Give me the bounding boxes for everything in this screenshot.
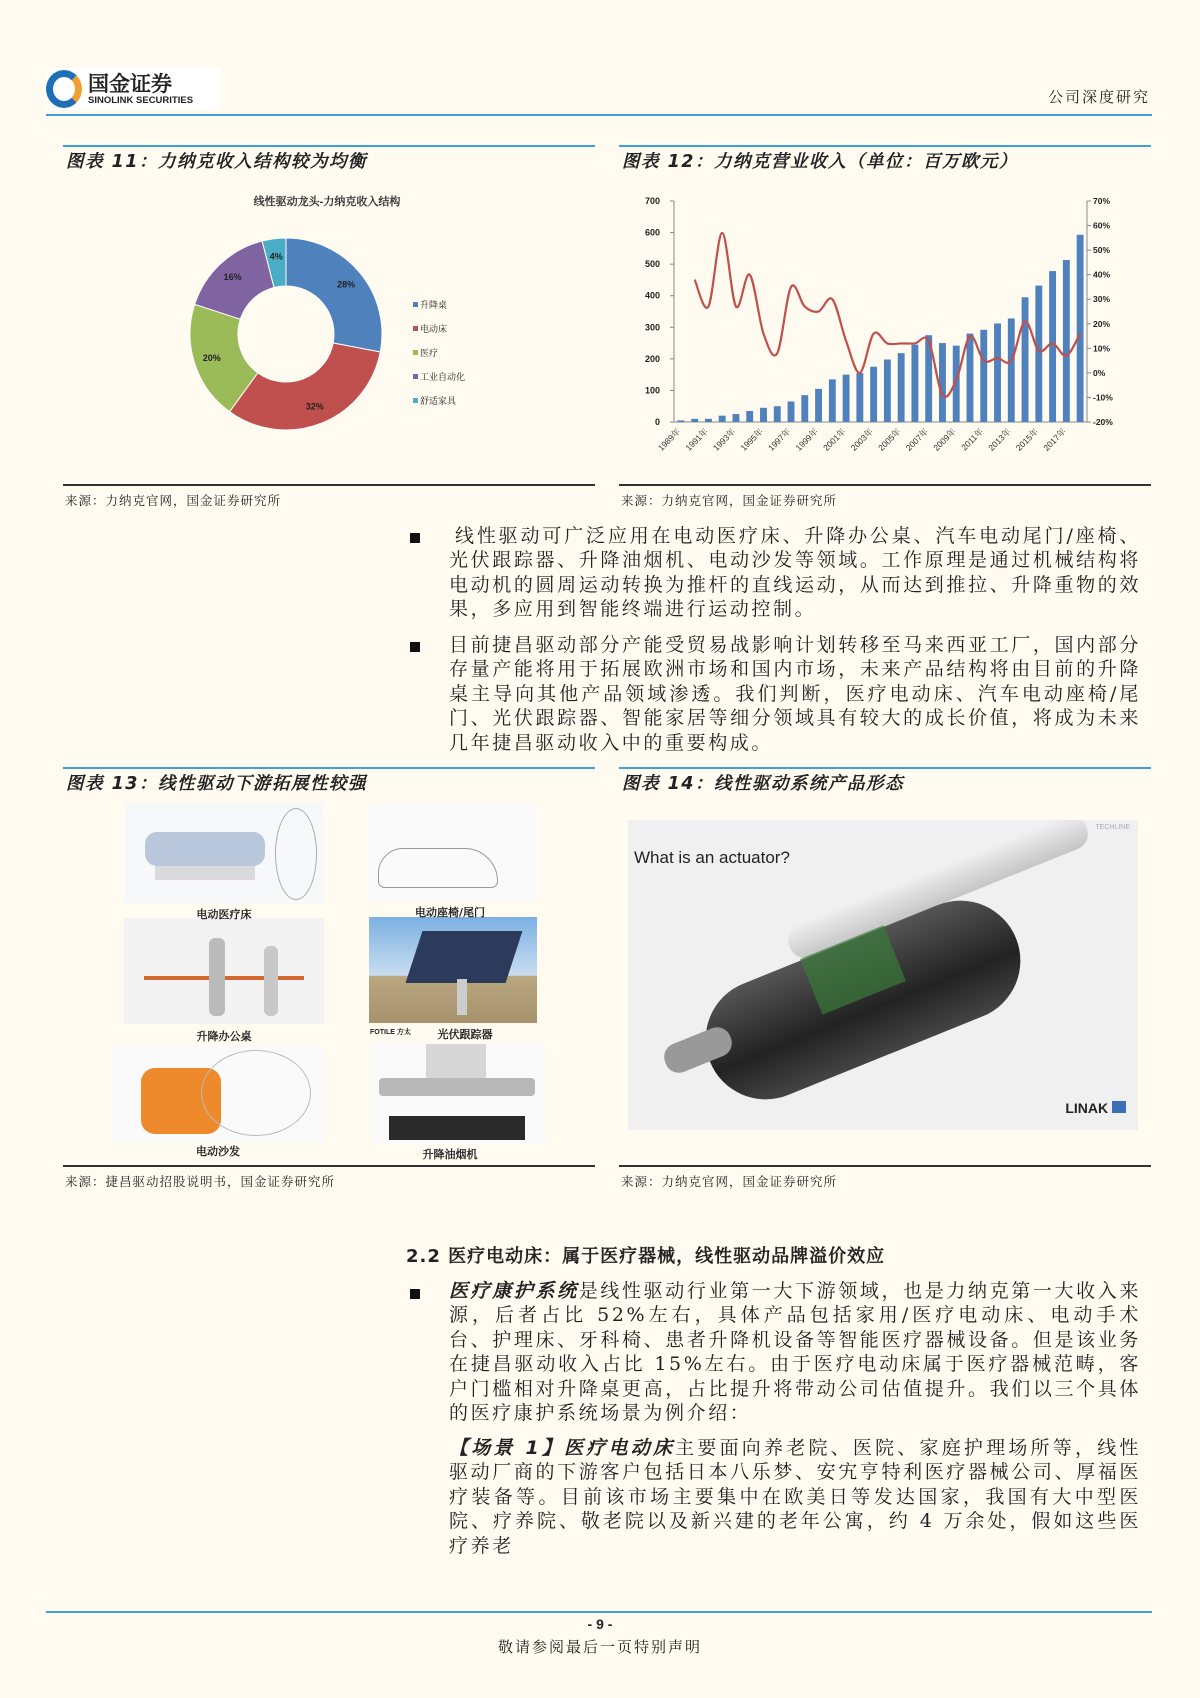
y2-tick-label: -20% [1093,417,1113,427]
caption: 电动座椅/尾门 [414,906,486,919]
fig12-title: 图表 12：力纳克营业收入（单位：百万欧元） [622,152,1018,172]
revenue-bar [911,345,918,422]
paragraph: 目前捷昌驱动部分产能受贸易战影响计划转移至马来西亚工厂，国内部分存量产能将用于拓展欧洲市场和国内市场，未来产品结构将由目前的升降桌主导向其他产品领域渗透。我们判断，医疗电动床、汽车电动座椅/尾门、光伏跟踪器、智能家居等细分领域具有较大的成长价值，将成为未来几年捷昌驱动收入中的重要构成。 [449,634,1141,754]
revenue-bar [843,375,850,422]
brand-logo: FOTILE 方太 [370,1029,411,1036]
revenue-bar [677,420,684,422]
paragraph-text: 主要面向养老院、医院、家庭护理场所等，线性驱动厂商的下游客户包括日本八乐梦、安宄亨特利医疗器械公司、厚福医疗装备等。目前该市场主要集中在欧美日等发达国家，我国有大中型医院、疗养院、敬老院以及新兴建的老年公寓，约 4 万余处，假如这些医疗养老 [449,1437,1142,1557]
x-tick-label: 1999年 [793,426,820,453]
x-tick-label: 2005年 [876,426,903,453]
divider [63,145,595,147]
section-heading: 2.2 医疗电动床：属于医疗器械，线性驱动品牌溢价效应 [406,1246,886,1267]
paragraph-text: 是线性驱动行业第一大下游领域，也是力纳克第一大收入来源，后者占比 52%左右，具体产品包括家用/医疗电动床、电动手术台、护理床、牙科椅、患者升降机设备等智能医疗器械设备。但是该业务在捷昌驱动收入占比 15%左右。由于医疗电动床属于医疗器械范畴，客户门槛相对升降桌更高，占比提升将带动公司估值提升。我们以三个具体的医疗康护系统场景为例介绍： [449,1280,1141,1425]
emphasis: 【场景 1】医疗电动床 [449,1437,676,1459]
slice-label: 28% [337,279,356,290]
divider [619,767,1151,769]
emphasis: 医疗康护系统 [449,1280,579,1302]
slice-label: 20% [202,353,221,364]
y-tick-label: 600 [644,227,660,238]
slice-label: 16% [223,272,242,283]
x-tick-label: 2009年 [931,426,958,453]
x-tick-label: 1989年 [655,426,683,453]
y2-tick-label: 30% [1093,294,1111,305]
divider [63,484,595,486]
paragraph: 线性驱动可广泛应用在电动医疗床、升降办公桌、汽车电动尾门/座椅、光伏跟踪器、升降油烟机、电动沙发等领域。工作原理是通过机械结构将电动机的圆周运动转换为推杆的直线运动，从而达到推拉、升降重物的效果，多应用到智能终端进行运动控制。 [449,525,1141,621]
revenue-bar [884,359,891,422]
revenue-bar [733,414,740,422]
bullet-icon [410,1289,420,1299]
legend-label: 舒适家具 [420,396,457,406]
y-tick-label: 100 [644,385,660,396]
y-tick-label: 700 [644,196,660,206]
slice-label: 32% [305,401,324,412]
logo-en: SINOLINK SECURITIES [88,94,194,106]
revenue-bar [980,330,987,422]
x-tick-label: 2011年 [959,426,986,453]
y2-tick-label: 60% [1093,220,1111,231]
logo-mark-icon [46,70,82,108]
paragraph [449,1436,1141,1558]
revenue-bar [746,411,753,422]
revenue-bar [1077,235,1084,422]
fig14-title: 图表 14：线性驱动系统产品形态 [622,774,904,794]
revenue-bar [691,419,698,422]
legend-swatch [413,398,418,403]
revenue-bar [994,323,1001,422]
y2-tick-label: 40% [1093,269,1111,280]
y-tick-label: 200 [644,353,660,364]
divider [619,484,1151,486]
image-heading: What is an actuator? [634,848,790,867]
donut-slice [286,238,382,352]
legend-swatch [413,326,418,331]
logo-cn: 国金证券 [88,71,172,96]
revenue-bar [760,408,767,422]
donut-slice [230,343,381,430]
caption: 光伏跟踪器 [437,1028,493,1041]
revenue-chart [619,185,1151,480]
solar-tracker-image [369,917,537,1023]
revenue-bar [967,334,974,422]
legend-label: 医疗 [420,348,439,358]
revenue-bar [870,367,877,422]
standing-desk-image [124,918,324,1024]
paragraph [449,1279,1141,1425]
y2-tick-label: 50% [1093,245,1111,256]
legend-label: 工业自动化 [420,372,466,382]
x-tick-label: 2001年 [821,426,848,453]
caption: 升降办公桌 [196,1030,252,1043]
revenue-bar [801,395,808,422]
revenue-bar [1022,297,1029,422]
page-number: - 9 - [587,1616,613,1632]
y-tick-label: 0 [654,417,660,427]
divider [63,1165,595,1167]
y-tick-label: 500 [644,259,660,270]
revenue-bar [1008,318,1015,422]
revenue-bar [774,406,781,422]
caption: 电动医疗床 [196,908,252,921]
legend-swatch [413,302,418,307]
medical-bed-image [125,802,323,904]
electric-sofa-image [111,1046,324,1142]
revenue-bar [1035,286,1042,422]
donut-chart [63,185,595,480]
divider [619,145,1151,147]
slice-label: 4% [269,251,283,262]
header-divider [46,114,1152,116]
doc-type: 公司深度研究 [1047,88,1150,106]
y-tick-label: 300 [644,322,660,333]
fig12-source: 来源：力纳克官网，国金证券研究所 [621,493,838,508]
legend-swatch [413,374,418,379]
revenue-bar [719,416,726,422]
actuator-image [628,820,1138,1130]
x-tick-label: 2013年 [986,426,1013,453]
fig11-source: 来源：力纳克官网，国金证券研究所 [65,493,282,508]
x-tick-label: 1995年 [738,426,765,453]
y-tick-label: 400 [644,290,660,301]
revenue-bar [815,389,822,422]
caption: 升降油烟机 [422,1148,478,1161]
legend-swatch [413,350,418,355]
x-tick-label: 1993年 [710,426,738,453]
x-tick-label: 1991年 [683,426,710,453]
revenue-bar [1049,271,1056,422]
corner-label: TECHLINE [1095,824,1130,831]
caption: 电动沙发 [196,1145,240,1158]
revenue-bar [856,373,863,422]
range-hood-image [371,1042,546,1144]
bullet-icon [410,533,420,543]
divider [63,767,595,769]
car-image [370,803,536,901]
footer-note: 敬请参阅最后一页特别声明 [497,1638,702,1656]
revenue-bar [788,401,795,422]
revenue-bar [939,343,946,422]
bullet-icon [410,642,420,652]
x-tick-label: 2015年 [1013,426,1041,453]
fig13-title: 图表 13：线性驱动下游拓展性较强 [66,774,367,794]
divider [619,1165,1151,1167]
x-tick-label: 2017年 [1041,426,1068,453]
revenue-bar [1063,260,1070,422]
x-tick-label: 2007年 [903,426,931,453]
fig14-source: 来源：力纳克官网，国金证券研究所 [621,1174,838,1189]
y2-tick-label: 70% [1093,196,1111,206]
footer-divider [46,1611,1152,1613]
x-tick-label: 2003年 [848,426,876,453]
revenue-bar [829,379,836,422]
legend-label: 电动床 [420,324,448,334]
y2-tick-label: -10% [1093,392,1113,403]
fig13-source: 来源：捷昌驱动招股说明书，国金证券研究所 [65,1174,336,1189]
company-logo [46,68,220,110]
y2-tick-label: 10% [1093,343,1111,354]
x-tick-label: 1997年 [765,426,793,453]
revenue-bar [705,419,712,422]
y2-tick-label: 0% [1093,367,1106,378]
linak-logo: LINAK [1065,1100,1126,1116]
chart-title: 线性驱动龙头-力纳克收入结构 [253,196,401,208]
revenue-bar [898,353,905,422]
y2-tick-label: 20% [1093,318,1111,329]
legend-label: 升降桌 [420,300,448,310]
fig11-title: 图表 11：力纳克收入结构较为均衡 [66,152,367,172]
